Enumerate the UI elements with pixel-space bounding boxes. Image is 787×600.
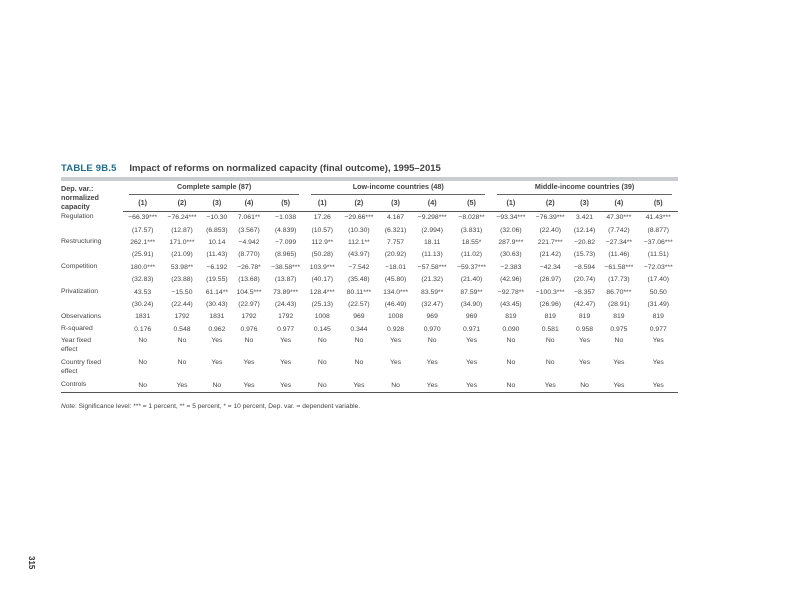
table-cell: (25.13) [311,300,334,308]
table-cell: (28.91) [608,300,630,308]
table-row [61,249,678,261]
table-cell: No [506,359,516,367]
table-cell: (4.839) [274,226,297,234]
table-cell: 112.1** [348,238,370,246]
table-cell: 1831 [209,313,225,321]
table-cell: −7.542 [348,263,370,271]
table-row [61,335,678,357]
table-cell: 819 [578,313,591,321]
table-cell: (21.42) [539,251,561,259]
table-cell: (11.46) [608,251,630,259]
table-cell: (3.567) [238,226,260,234]
table-cell: Yes [531,379,570,392]
row-label: Privatization [61,287,99,295]
table-cell: −100.3*** [535,288,565,296]
row-label-line: effect [61,345,78,353]
table-cell: −66.39*** [128,214,158,222]
table-cell: No [138,359,148,367]
group-header-middle-income [491,182,678,195]
table-cell: −20.82 [574,238,596,246]
row-label-line: effect [61,367,78,375]
table-cell: (26.97) [539,276,561,284]
table-cell: 134.0*** [383,288,409,296]
table-cell: 18.11 [423,238,441,246]
table-cell: No [317,359,327,367]
table-top-rule [61,177,678,181]
table-cell: Yes [599,379,638,392]
table-cell: (11.13) [421,251,443,259]
table-cell: (10.30) [348,226,370,234]
row-label [61,335,123,357]
table-cell: No [545,359,555,367]
table-cell: (20.92) [384,251,407,259]
table-cell: Yes [211,337,223,345]
table-cell: 1831 [135,313,151,321]
column-header: (2) [162,195,201,211]
table-cell: 819 [652,313,664,321]
table-cell: 61.14** [205,288,229,296]
table-cell: Yes [390,337,402,345]
table-cell: 969 [465,313,478,321]
table-cell: 287.9*** [498,238,524,246]
column-header: (4) [599,195,638,211]
table-cell: −2.383 [500,263,522,271]
table-cell: 112.9** [311,238,334,246]
table-row [61,379,678,392]
table-cell: 0.958 [576,325,594,333]
table-cell: No [244,337,254,345]
table-cell: (22.57) [348,300,370,308]
table-cell: (22.44) [171,300,193,308]
table-cell: (34.90) [460,300,483,308]
table-cell: −38.58*** [271,263,301,271]
table-cell: 0.581 [541,325,559,333]
table-cell: (22.97) [238,300,260,308]
table-cell: 0.962 [208,325,226,333]
column-header: (4) [232,195,266,211]
table-cell: (32.06) [500,226,522,234]
table-cell: Yes [426,359,438,367]
table-cell: (6.321) [384,226,407,234]
table-row [61,357,678,379]
table-cell: 1008 [388,313,404,321]
table-cell: −4.942 [238,238,260,246]
table-cell: (21.32) [421,276,443,284]
table-cell: 3.421 [576,214,594,222]
page-number: 315 [27,556,36,570]
table-cell: (31.49) [647,300,670,308]
column-header: (5) [639,195,678,211]
group-header-complete [123,182,305,195]
table-cell: (40.17) [311,276,334,284]
table-cell: −42.34 [539,263,561,271]
table-cell: 18.55* [461,238,482,246]
table-cell: No [123,379,162,392]
table-cell: (17.40) [647,276,670,284]
table-cell: −76.39*** [535,214,565,222]
table-cell: 87.59** [460,288,483,296]
regression-table [61,182,678,393]
table-cell: −57.58*** [417,263,447,271]
table-cell: (35.48) [348,276,370,284]
table-cell: −59.37*** [457,263,486,271]
table-row [61,224,678,236]
table-note [61,403,360,410]
table-cell: (6.853) [206,226,228,234]
table-cell: (42.47) [573,300,596,308]
table-cell: Yes [280,359,292,367]
column-header: (5) [452,195,491,211]
table-cell: −9.298*** [417,214,447,222]
table-cell: Yes [452,379,491,392]
table-cell: 104.5*** [236,288,262,296]
table-cell: No [177,359,187,367]
table-cell: 0.548 [173,325,191,333]
column-header: (2) [531,195,570,211]
table-cell: Yes [232,379,266,392]
table-cell: (12.87) [171,226,193,234]
table-cell: −26.78* [237,263,261,271]
row-label: Regulation [61,213,94,221]
table-row [61,273,678,285]
column-header: (4) [413,195,452,211]
table-cell: −93.34*** [496,214,526,222]
table-cell: (17.57) [131,226,154,234]
table-cell: (11.02) [461,251,483,259]
table-cell: 50.50 [649,288,667,296]
row-label [61,298,123,310]
table-cell: −37.06*** [643,238,673,246]
table-cell: (30.43) [206,300,228,308]
table-title: Impact of reforms on normalized capacity (final outcome), 1995–2015 [129,163,441,174]
table-cell: (42.96) [500,276,522,284]
table-cell: −72.03*** [643,263,673,271]
table-cell: (13.68) [238,276,260,284]
group-header-low-income [305,182,491,195]
dep-var-line: capacity [61,202,90,211]
table-cell: Yes [579,337,591,345]
column-header: (3) [202,195,232,211]
table-cell: 0.344 [350,325,368,333]
table-cell: 0.970 [423,325,441,333]
note-label: Note [61,403,75,410]
table-cell: 180.0*** [130,263,156,271]
table-cell: No [354,359,364,367]
row-label [61,357,123,379]
table-cell: No [491,379,530,392]
table-cell: (32.83) [131,276,154,284]
table-cell: 1792 [174,313,190,321]
table-cell: 969 [426,313,438,321]
table-cell: (17.73) [608,276,630,284]
table-cell: 43.53 [134,288,152,296]
table-cell: (22.40) [539,226,561,234]
table-cell: 221.7*** [537,238,563,246]
table-cell: (11.43) [206,251,228,259]
table-cell: 0.176 [134,325,152,333]
table-cell: No [379,379,413,392]
table-cell: (50.28) [311,251,334,259]
table-cell: (23.88) [171,276,193,284]
table-cell: (43.97) [348,251,370,259]
table-cell: No [317,337,327,345]
table-cell: Yes [413,379,452,392]
group-label: Complete sample (87) [129,182,299,195]
table-cell: (21.09) [171,251,193,259]
table-cell: Yes [339,379,378,392]
table-cell: −8.357 [574,288,596,296]
table-cell: No [305,379,339,392]
table-cell: Yes [211,359,223,367]
table-cell: 103.9*** [309,263,335,271]
table-cell: 819 [544,313,556,321]
table-cell: 53.98** [170,263,194,271]
table-cell: 0.977 [649,325,667,333]
table-cell: −7.099 [275,238,297,246]
table-cell: 7.757 [387,238,405,246]
table-row [61,261,678,273]
table-cell: −61.58*** [604,263,634,271]
table-cell: No [614,337,624,345]
row-label-line: Year fixed [61,337,91,345]
table-number: TABLE 9B.5 [61,163,117,174]
row-label: Observations [61,312,102,320]
table-cell: Yes [613,359,625,367]
table-cell: 41.43*** [645,214,671,222]
table-row [61,323,678,335]
table-cell: 128.4*** [309,288,335,296]
table-cell: 819 [505,313,517,321]
table-cell: Yes [390,359,402,367]
table-cell: (3.831) [460,226,483,234]
table-cell: No [570,379,599,392]
table-cell: −92.78** [497,288,525,296]
table-cell: −1.038 [275,214,297,222]
table-row [61,286,678,298]
table-cell: Yes [243,359,255,367]
table-cell: (19.55) [206,276,228,284]
table-cell: 819 [613,313,625,321]
column-header: (1) [123,195,162,211]
table-cell: 86.70*** [606,288,632,296]
table-cell: (30.24) [131,300,154,308]
column-header: (1) [305,195,339,211]
table-cell: Yes [652,359,664,367]
table-cell: Yes [639,379,678,392]
row-label-line: Country fixed [61,359,102,367]
table-cell: (2.994) [421,226,443,234]
table-cell: (45.80) [384,276,407,284]
table-cell: (30.63) [500,251,522,259]
table-cell: Yes [466,337,478,345]
column-header: (1) [491,195,530,211]
table-cell: 262.1*** [130,238,156,246]
table-cell: 7.061** [237,214,261,222]
table-cell: (7.742) [608,226,630,234]
table-cell: 0.976 [240,325,258,333]
table-cell: 80.11*** [346,288,372,296]
column-header: (2) [339,195,378,211]
table-cell: 47.30*** [606,214,632,222]
table-cell: (32.47) [421,300,443,308]
table-cell: −27.34** [605,238,633,246]
row-label: Competition [61,263,98,270]
table-cell: (8.877) [647,226,670,234]
table-cell: 1792 [241,313,257,321]
group-label: Middle-income countries (39) [497,182,672,195]
table-cell: −76.24*** [167,214,197,222]
row-label: Restructuring [61,238,102,246]
table-cell: −15.50 [171,288,193,296]
table-cell: (20.74) [573,276,596,284]
table-cell: Yes [652,337,664,345]
note-text: : Significance level: *** = 1 percent, ** = 5 percent, * = 10 percent, Dep. var. = dependent variable. [74,403,361,410]
table-cell: 17.26 [313,214,331,222]
table-body [61,211,678,392]
dep-var-line: Dep. var.: [61,184,94,193]
table-cell: −18.01 [385,263,407,271]
table-cell: (10.57) [311,226,334,234]
table-cell: No [138,337,148,345]
table-cell: (43.45) [500,300,522,308]
table-cell: −6.192 [206,263,228,271]
dep-var-header [61,182,123,211]
table-cell: 0.145 [313,325,331,333]
table-cell: −8.028** [458,214,485,222]
table-cell: Yes [579,359,591,367]
table-cell: −29.66*** [344,214,374,222]
table-cell: 83.59** [421,288,444,296]
table-cell: −8.594 [574,263,596,271]
table-cell: 0.975 [610,325,628,333]
row-label [61,249,123,261]
table-cell: 4.167 [387,214,405,222]
table-cell: 0.971 [463,325,481,333]
row-label: R-squared [61,324,93,332]
table-row [61,311,678,323]
row-label [61,224,123,236]
table-cell: 73.89*** [273,288,299,296]
table-cell: (12.14) [573,226,596,234]
column-header: (5) [266,195,305,211]
table-cell: (8.770) [238,251,260,259]
table-cell: Yes [466,359,478,367]
table-row [61,211,678,224]
table-row [61,298,678,310]
table-cell: 0.977 [277,325,295,333]
table-cell: 10.14 [208,238,226,246]
column-header: (3) [570,195,599,211]
table-cell: Yes [162,379,201,392]
table-cell: 0.928 [387,325,405,333]
table-cell: 1008 [314,313,330,321]
table-cell: (8.965) [274,251,297,259]
table-cell: No [177,337,187,345]
table-row [61,236,678,248]
table-caption [61,163,441,174]
table-cell: (15.73) [573,251,596,259]
table-cell: Yes [280,337,292,345]
table-cell: (13.87) [274,276,297,284]
table-cell: No [545,337,555,345]
table-cell: −10.30 [206,214,228,222]
table-cell: 969 [353,313,365,321]
table-cell: (11.51) [647,251,669,259]
column-header: (3) [379,195,413,211]
row-label: Controls [61,379,123,392]
table-cell: 171.0*** [169,238,195,246]
table-cell: No [354,337,364,345]
group-label: Low-income countries (48) [311,182,485,195]
table-cell: No [202,379,232,392]
table-cell: (21.40) [460,276,483,284]
table-cell: (26.96) [539,300,561,308]
table-cell: (24.43) [274,300,297,308]
table-cell: Yes [266,379,305,392]
table-cell: (46.49) [384,300,407,308]
dep-var-line: normalized [61,193,99,202]
table-cell: 0.090 [502,325,520,333]
table-cell: No [427,337,437,345]
table-cell: 1792 [278,313,294,321]
table-cell: (25.91) [131,251,154,259]
row-label [61,273,123,285]
table-cell: No [506,337,516,345]
